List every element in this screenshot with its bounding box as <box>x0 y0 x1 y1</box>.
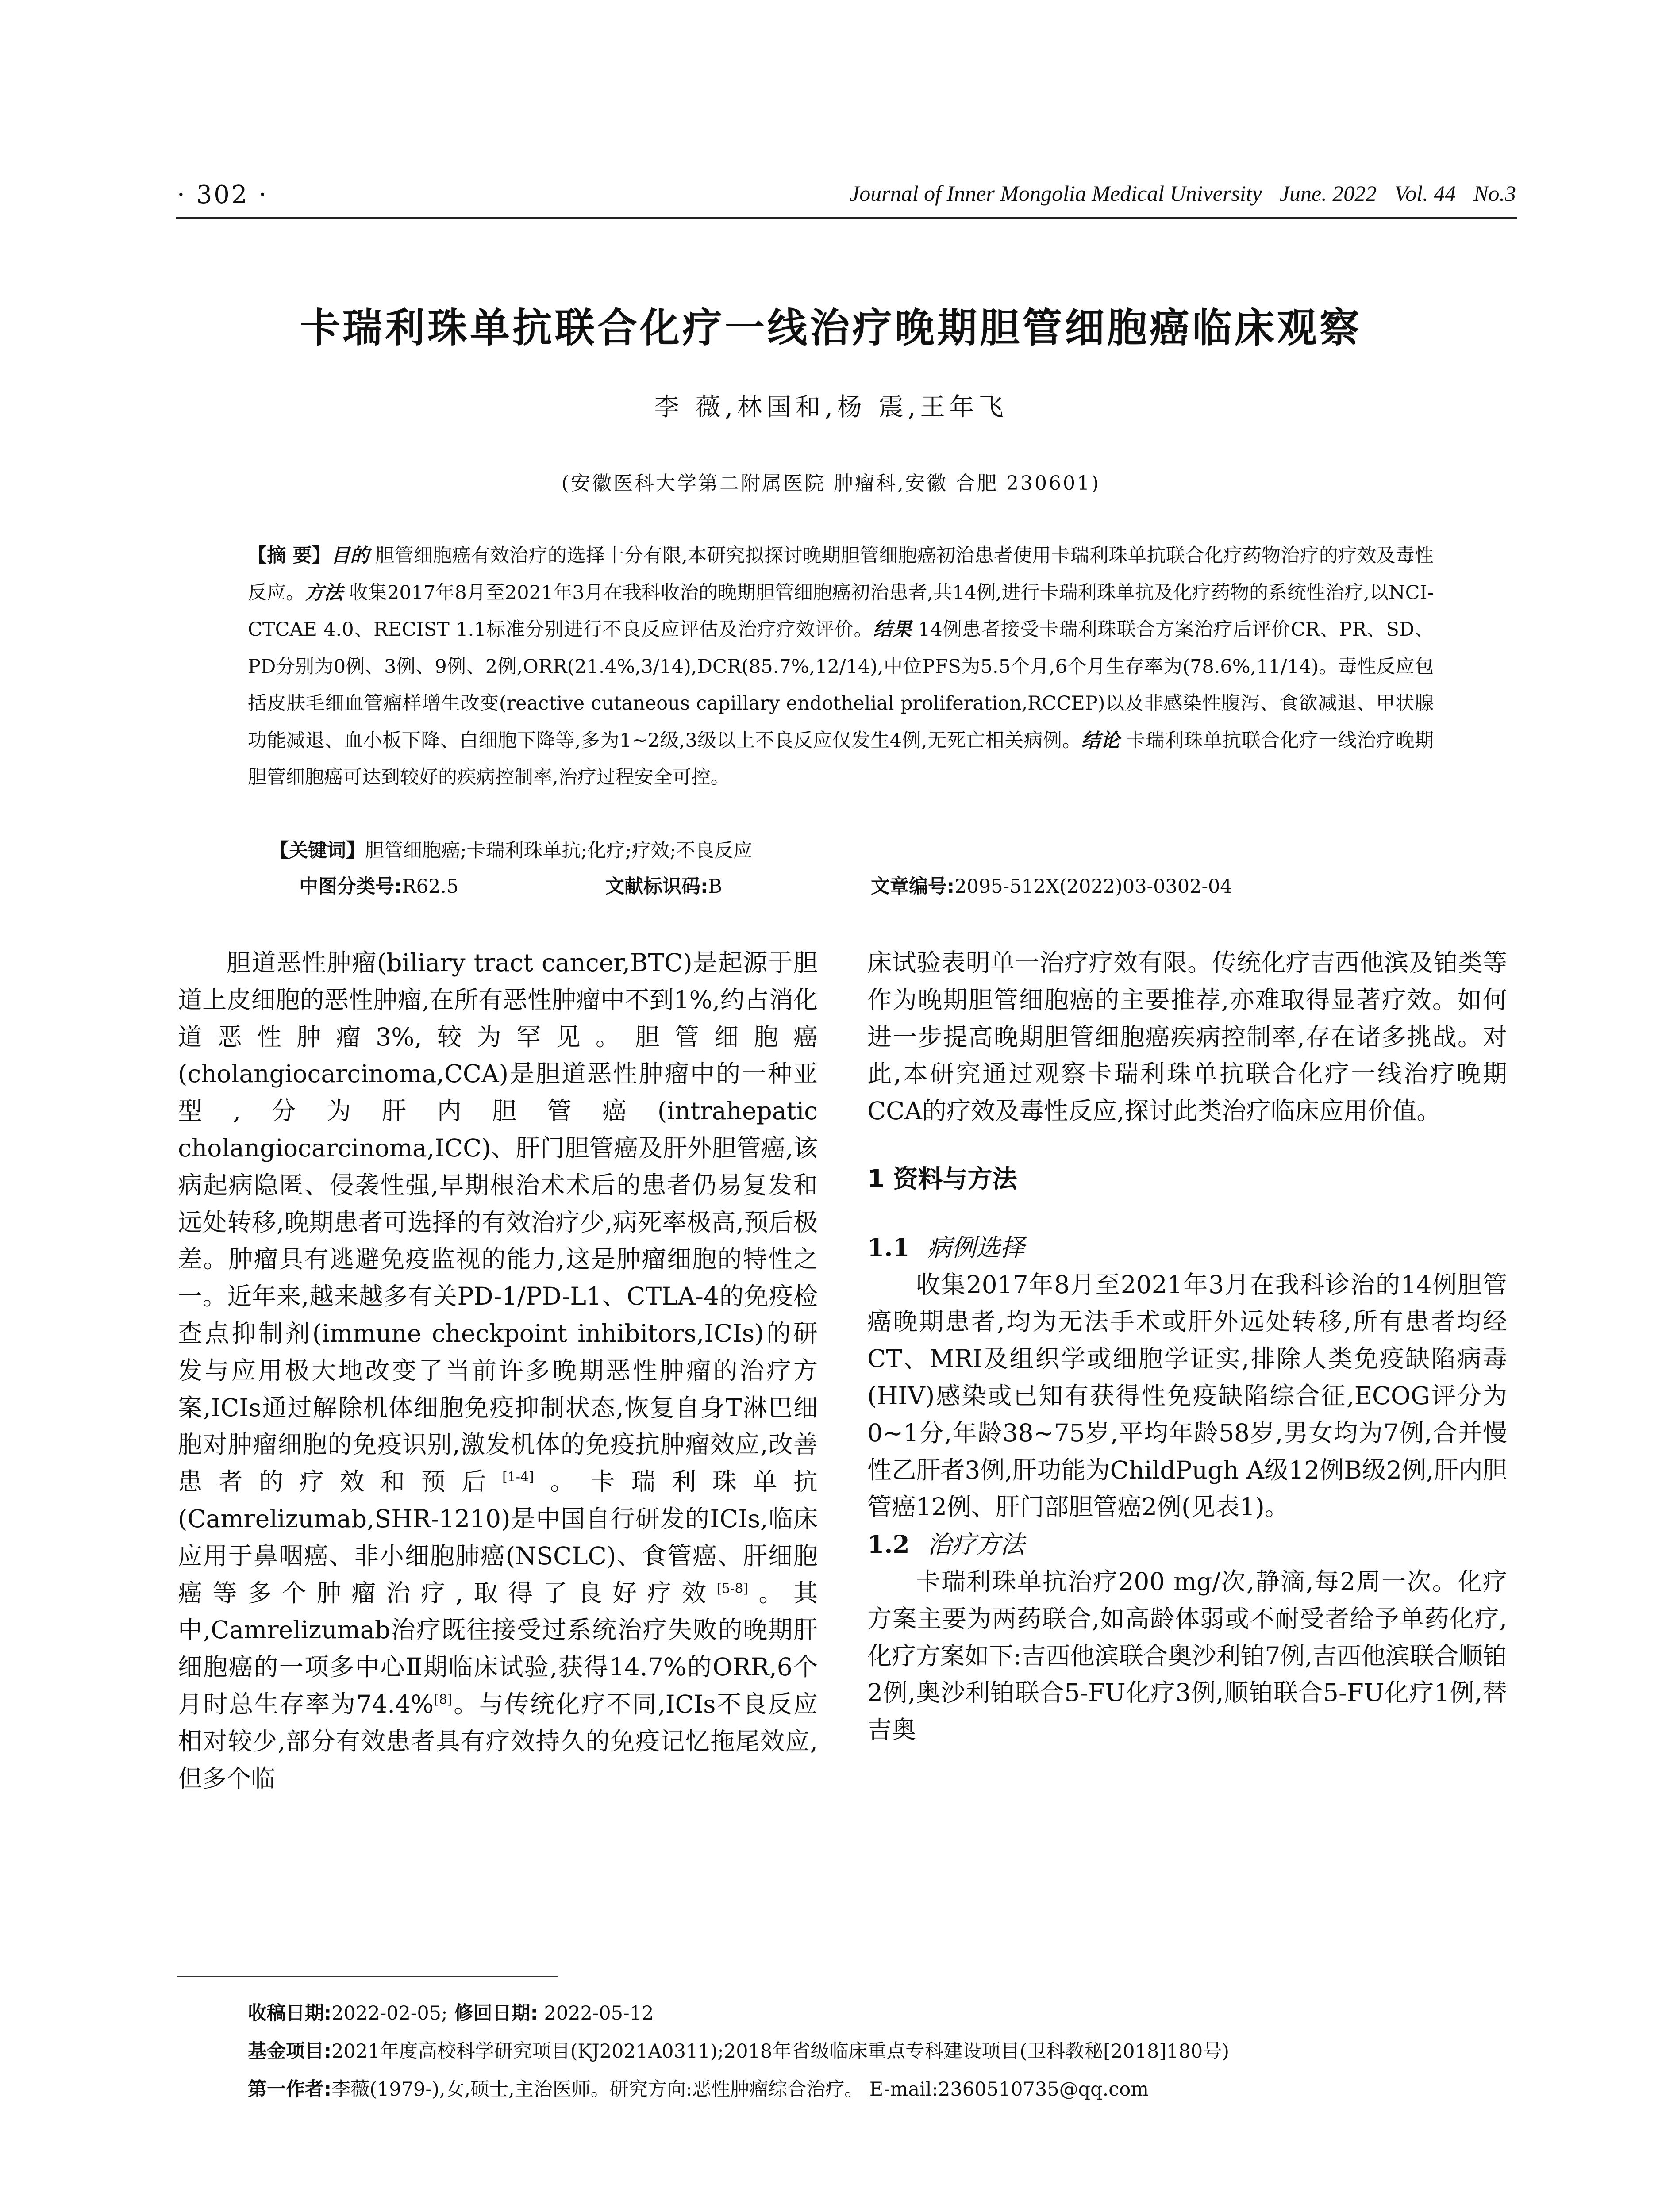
methods-label: 方法 <box>305 581 343 604</box>
body-paragraph: 卡瑞利珠单抗治疗200 mg/次,静滴,每2周一次。化疗方案主要为两药联合,如高龄体弱或不耐受者给予单药化疗,化疗方案如下:吉西他滨联合奥沙利铂7例,吉西他滨联合顺铂2例,奥沙利铂联合5-FU化疗3例,顺铂联合5-FU化疗1例,替吉奥 <box>867 1567 1508 1744</box>
header-rule <box>176 217 1517 219</box>
body-paragraph: 床试验表明单一治疗疗效有限。传统化疗吉西他滨及铂类等作为晚期胆管细胞癌的主要推荐,亦难取得显著疗效。如何进一步提高晚期胆管细胞癌疾病控制率,存在诸多挑战。对此,本研究通过观察卡瑞利珠单抗联合化疗一线治疗晚期CCA的疗效及毒性反应,探讨此类治疗临床应用价值。 <box>867 949 1507 1125</box>
body-paragraph: 胆道恶性肿瘤(biliary tract cancer,BTC)是起源于胆道上皮细胞的恶性肿瘤,在所有恶性肿瘤中不到1%,约占消化道恶性肿瘤3%,较为罕见。胆管细胞癌(cholangiocarcinoma,CCA)是胆道恶性肿瘤中的一种亚型,分为肝内胆管癌(intrahepatic cholangiocarcinoma,ICC)、肝门胆管癌及肝外胆管癌,该病起病隐匿、侵袭性强,早期根治术术后的患者仍易复发和远处转移,晚期患者可选择的有效治疗少,病死率极高,预后极差。肿瘤具有逃避免疫监视的能力,这是肿瘤细胞的特性之一。近年来,越来越多有关PD-1/PD-L1、CTLA-4的免疫检查点抑制剂(immune checkpoint inhibitors,ICIs)的研发与应用极大地改变了当前许多晚期恶性肿瘤的治疗方案,ICIs通过解除机体细胞免疫抑制状态,恢复自身T淋巴细胞对肿瘤细胞的免疫识别,激发机体的免疫抗肿瘤效应,改善患者的疗效和预后[1-4]。卡瑞利珠单抗(Camrelizumab,SHR-1210)是中国自行研发的ICIs,临床应用于鼻咽癌、非小细胞肺癌(NSCLC)、食管癌、肝细胞癌等多个肿瘤治疗,取得了良好疗效[5-8]。其中,Camrelizumab治疗既往接受过系统治疗失败的晚期肝细胞癌的一项多中心Ⅱ期临床试验,获得14.7%的ORR,6个月时总生存率为74.4%[8]。与传统化疗不同,ICIs不良反应相对较少,部分有效患者具有疗效持久的免疫记忆拖尾效应,但多个临 <box>178 949 818 1793</box>
journal-volume: Vol. 44 <box>1394 181 1456 206</box>
classification-line <box>299 872 1450 899</box>
footnote-fund: 基金项目:2021年度高校科学研究项目(KJ2021A0311);2018年省级临床重点专科建设项目(卫科教秘[2018]180号) <box>248 2040 1229 2062</box>
section-heading: 1 资料与方法 <box>867 1164 1017 1194</box>
subsection-heading: 1.2 治疗方法 <box>867 1530 1025 1559</box>
keywords <box>270 833 1434 869</box>
citation: [1-4] <box>502 1469 534 1485</box>
journal-name: Journal of Inner Mongolia Medical University <box>850 181 1262 206</box>
journal-date: June. 2022 <box>1279 181 1377 206</box>
abstract-heading: 【摘 要】 <box>248 545 331 567</box>
article-title: 卡瑞利珠单抗联合化疗一线治疗晚期胆管细胞癌临床观察 <box>300 305 1362 351</box>
citation: [8] <box>434 1692 453 1708</box>
clc-number: 中图分类号:R62.5 <box>299 876 459 898</box>
footnote-rule <box>177 1976 558 1977</box>
document-code: 文献标识码:B <box>605 876 722 898</box>
results-label: 结果 <box>873 618 912 641</box>
conclusion-label: 结论 <box>1081 729 1120 752</box>
results-text: 14例患者接受卡瑞利珠联合方案治疗后评价CR、PR、SD、PD分别为0例、3例、9例、2例,ORR(21.4%,3/14),DCR(85.7%,12/14),中位PFS为5.5个月,6个月生存率为(78.6%,11/14)。毒性反应包括皮肤毛细血管瘤样增生改变(reactive cutaneous capillary endothelial proliferation,RCCEP)以及非感染性腹泻、食欲减退、甲状腺功能减退、血小板下降、白细胞下降等,多为1~2级,3级以上不良反应仅发生4例,无死亡相关病例。 <box>248 618 1434 752</box>
objective-label: 目的 <box>331 545 369 567</box>
methods-text: 收集2017年8月至2021年3月在我科收治的晚期胆管细胞癌初治患者,共14例,进行卡瑞利珠单抗及化疗药物的系统性治疗,以NCI-CTCAE 4.0、RECIST 1.1标准分别进行不良反应评估及治疗疗效评价。 <box>248 581 1434 641</box>
conclusion-text: 卡瑞利珠单抗联合化疗一线治疗晚期胆管细胞癌可达到较好的疾病控制率,治疗过程安全可控。 <box>248 729 1434 788</box>
keywords-text: 胆管细胞癌;卡瑞利珠单抗;化疗;疗效;不良反应 <box>365 840 752 862</box>
body-paragraph: 收集2017年8月至2021年3月在我科诊治的14例胆管癌晚期患者,均为无法手术或肝外远处转移,所有患者均经CT、MRI及组织学或细胞学证实,排除人类免疫缺陷病毒(HIV)感染或已知有获得性免疫缺陷综合征,ECOG评分为0~1分,年龄38~75岁,平均年龄58岁,男女均为7例,合并慢性乙肝者3例,肝功能为ChildPugh A级12例B级2例,肝内胆管癌12例、肝门部胆管癌2例(见表1)。 <box>867 1270 1507 1521</box>
body-column-right <box>867 945 1507 1749</box>
footnote-author: 第一作者:李薇(1979-),女,硕士,主治医师。研究方向:恶性肿瘤综合治疗。 E-mail:2360510735@qq.com <box>248 2078 1149 2101</box>
journal-header <box>850 180 1516 206</box>
body-column-left <box>178 945 818 1797</box>
affiliation: (安徽医科大学第二附属医院 肿瘤科,安徽 合肥 230601) <box>561 472 1101 495</box>
journal-issue: No.3 <box>1473 181 1516 206</box>
subsection-heading: 1.1 病例选择 <box>867 1233 1025 1262</box>
keywords-label: 【关键词】 <box>270 840 365 862</box>
abstract <box>248 538 1434 796</box>
page-number: · 302 · <box>177 180 269 209</box>
citation: [5-8] <box>716 1581 749 1597</box>
footnotes <box>248 1994 1531 2108</box>
footnote-dates: 收稿日期:2022-02-05; 修回日期: 2022-05-12 <box>248 2002 654 2024</box>
objective-text: 胆管细胞癌有效治疗的选择十分有限,本研究拟探讨晚期胆管细胞癌初治患者使用卡瑞利珠单抗联合化疗药物治疗的疗效及毒性反应。 <box>248 545 1434 604</box>
article-number: 文章编号:2095-512X(2022)03-0302-04 <box>871 876 1232 898</box>
authors: 李 薇,林国和,杨 震,王年飞 <box>654 393 1008 422</box>
